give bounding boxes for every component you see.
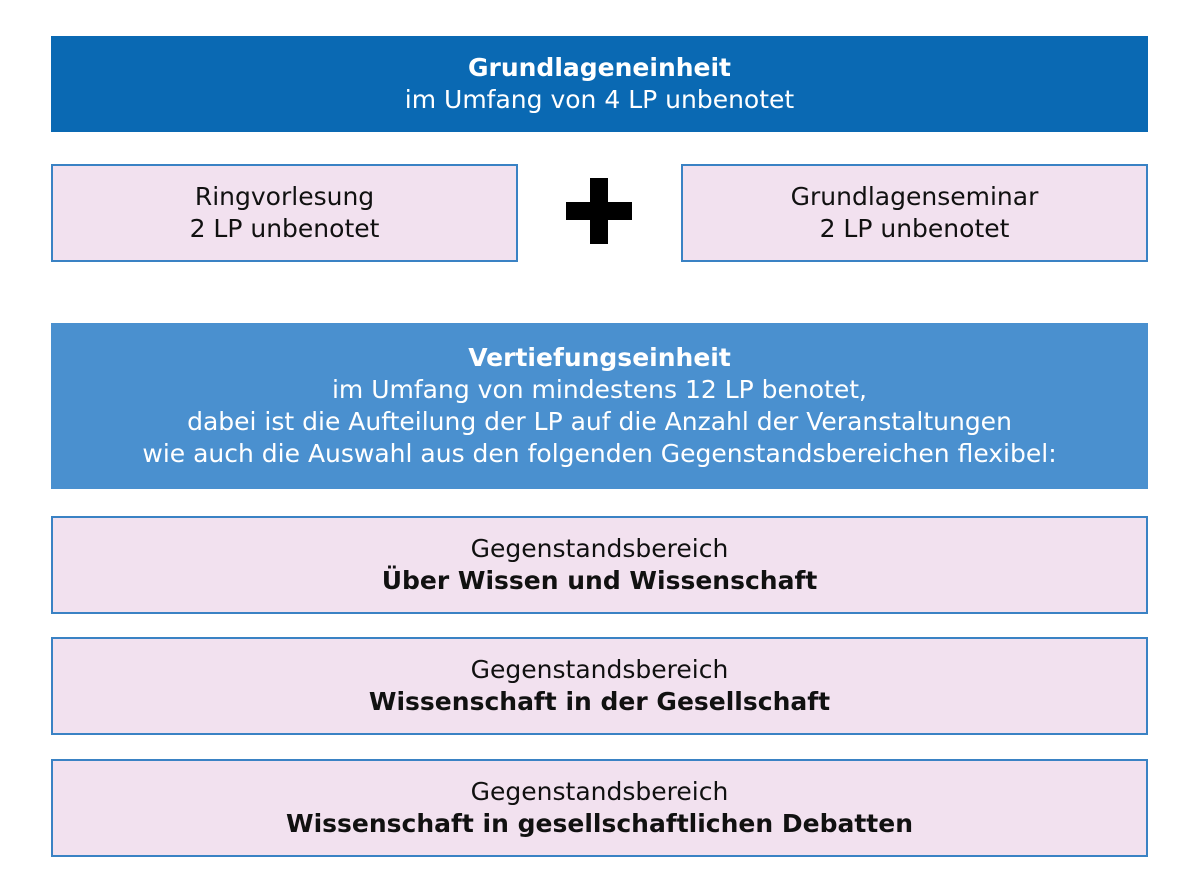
grundlageneinheit-subtitle: im Umfang von 4 LP unbenotet [404, 85, 795, 114]
vertiefungseinheit-title: Vertiefungseinheit [468, 343, 731, 372]
plus-icon-vertical-bar [590, 178, 608, 244]
grundlagenseminar-subtitle: 2 LP unbenotet [819, 214, 1010, 243]
grundlagenseminar-title: Grundlagenseminar [790, 182, 1039, 211]
ringvorlesung-subtitle: 2 LP unbenotet [189, 214, 380, 243]
ringvorlesung-title: Ringvorlesung [194, 182, 375, 211]
vertiefungseinheit-banner [51, 323, 1148, 489]
gegenstandsbereich-label: Gegenstandsbereich [470, 534, 729, 563]
vertiefungseinheit-line: wie auch die Auswahl aus den folgenden Gegenstandsbereichen flexibel: [142, 439, 1057, 468]
grundlagenseminar-box [681, 164, 1148, 262]
vertiefungseinheit-line: dabei ist die Aufteilung der LP auf die Anzahl der Veranstaltungen [187, 407, 1012, 436]
grundlageneinheit-title: Grundlageneinheit [467, 53, 732, 82]
gegenstandsbereich-label: Gegenstandsbereich [470, 777, 729, 806]
gegenstandsbereich-name: Über Wissen und Wissenschaft [381, 566, 818, 595]
ringvorlesung-box [51, 164, 518, 262]
plus-icon [566, 178, 632, 244]
grundlageneinheit-banner [51, 36, 1148, 132]
vertiefungseinheit-line: im Umfang von mindestens 12 LP benotet, [331, 375, 867, 404]
gegenstandsbereich-box-wissen [51, 516, 1148, 614]
gegenstandsbereich-box-gesellschaft [51, 637, 1148, 735]
gegenstandsbereich-label: Gegenstandsbereich [470, 655, 729, 684]
gegenstandsbereich-name: Wissenschaft in der Gesellschaft [368, 687, 831, 716]
gegenstandsbereich-name: Wissenschaft in gesellschaftlichen Debatten [286, 809, 913, 838]
gegenstandsbereich-box-debatten [51, 759, 1148, 857]
